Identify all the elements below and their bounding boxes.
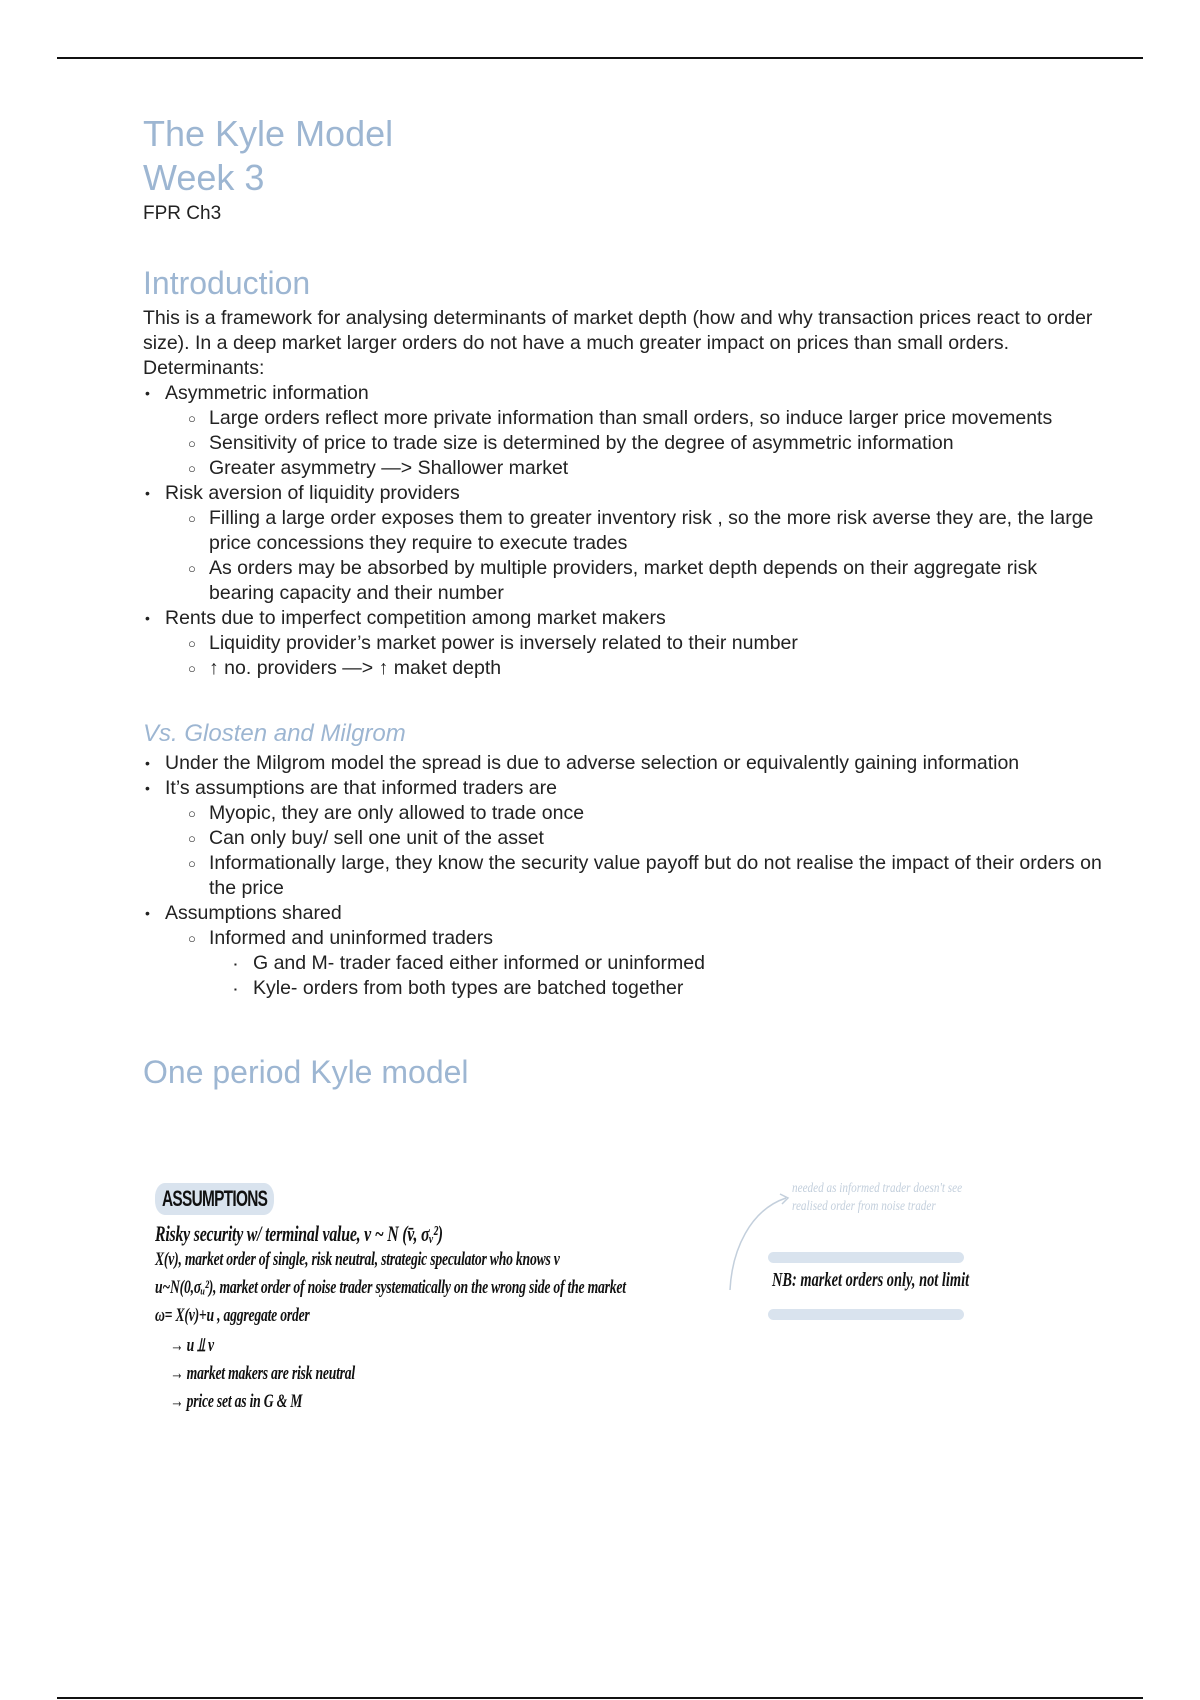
handwritten-line: X(v), market order of single, risk neutral, strategic speculator who knows v bbox=[155, 1249, 560, 1270]
handwritten-assumptions bbox=[155, 1183, 1155, 1423]
nb-note: NB: market orders only, not limit bbox=[772, 1269, 970, 1291]
list-item: ▪ Kyle- orders from both types are batched together bbox=[231, 976, 1103, 1001]
handwritten-line: → u ⫫ v bbox=[170, 1335, 214, 1356]
list-item: • Assumptions shared ○ Informed and uninformed traders ▪ G and M- trader faced either informed or uninformed ▪ Kyle- orders from both types are batched together bbox=[143, 901, 1103, 1001]
list-item: ▪ G and M- trader faced either informed or uninformed bbox=[231, 951, 1103, 976]
list-item: ○ Informed and uninformed traders ▪ G and M- trader faced either informed or uninformed ▪ Kyle- orders from both types are batched together bbox=[187, 926, 1103, 1001]
highlight-bar bbox=[768, 1252, 964, 1263]
top-rule bbox=[57, 57, 1143, 59]
assumptions-badge: ASSUMPTIONS bbox=[155, 1183, 274, 1215]
determinants-list bbox=[143, 381, 1103, 681]
introduction-heading: Introduction bbox=[143, 265, 311, 301]
highlight-bar bbox=[768, 1309, 964, 1320]
title-line-1: The Kyle Model bbox=[143, 113, 394, 154]
faint-annotation: needed as informed trader doesn't see realised order from noise trader bbox=[792, 1181, 963, 1214]
list-item: ○ Sensitivity of price to trade size is determined by the degree of asymmetric information bbox=[187, 431, 1103, 456]
glosten-milgrom-heading: Vs. Glosten and Milgrom bbox=[143, 720, 406, 747]
introduction-paragraph: This is a framework for analysing determinants of market depth (how and why transaction prices react to order size). In a deep market larger orders do not have a much greater impact on prices than small orders. bbox=[143, 307, 1093, 354]
list-item: ○ Filling a large order exposes them to greater inventory risk , so the more risk averse they are, the large price concessions they require to execute trades bbox=[187, 506, 1103, 556]
list-item: ○ Liquidity provider’s market power is inversely related to their number bbox=[187, 631, 1103, 656]
list-item: • Rents due to imperfect competition among market makers ○ Liquidity provider’s market power is inversely related to their number ○ ↑ no. providers —> ↑ maket depth bbox=[143, 606, 1103, 681]
determinants-label: Determinants: bbox=[143, 357, 265, 379]
source-reference: FPR Ch3 bbox=[143, 203, 222, 224]
glosten-list bbox=[143, 751, 1103, 1001]
list-item: ○ Greater asymmetry —> Shallower market bbox=[187, 456, 1103, 481]
title-line-2: Week 3 bbox=[143, 157, 265, 198]
list-item: ○ Large orders reflect more private information than small orders, so induce larger price movements bbox=[187, 406, 1103, 431]
handwritten-line: ω= X(v)+u , aggregate order bbox=[155, 1305, 310, 1326]
list-item: • It’s assumptions are that informed traders are ○ Myopic, they are only allowed to trade once ○ Can only buy/ sell one unit of the asset ○ Informationally large, they know the security value payoff but do not realise the impact of their orders on the price bbox=[143, 776, 1103, 901]
list-item: • Risk aversion of liquidity providers ○ Filling a large order exposes them to greater inventory risk , so the more risk averse they are, the large price concessions they require to execute trades ○ As orders may be absorbed by multiple providers, market depth depends on their aggregate risk bearing capacity and their number bbox=[143, 481, 1103, 606]
kyle-model-heading: One period Kyle model bbox=[143, 1054, 469, 1090]
handwritten-line: u~N(0,σᵤ²), market order of noise trader systematically on the wrong side of the market bbox=[155, 1277, 626, 1298]
list-item: ○ Can only buy/ sell one unit of the asset bbox=[187, 826, 1103, 851]
handwritten-line: Risky security w/ terminal value, v ~ N (v̄, σᵥ²) bbox=[155, 1221, 443, 1246]
nb-note-box bbox=[768, 1252, 970, 1322]
page-title bbox=[143, 112, 1103, 200]
list-item: ○ Myopic, they are only allowed to trade once bbox=[187, 801, 1103, 826]
list-item: • Under the Milgrom model the spread is due to adverse selection or equivalently gaining information bbox=[143, 751, 1103, 776]
list-item: ○ ↑ no. providers —> ↑ maket depth bbox=[187, 656, 1103, 681]
list-item: • Asymmetric information ○ Large orders reflect more private information than small orders, so induce larger price movements ○ Sensitivity of price to trade size is determined by the degree of asymmetric information ○ Greater asymmetry —> Shallower market bbox=[143, 381, 1103, 481]
list-item: ○ As orders may be absorbed by multiple providers, market depth depends on their aggregate risk bearing capacity and their number bbox=[187, 556, 1103, 606]
handwritten-line: → market makers are risk neutral bbox=[170, 1363, 356, 1384]
handwritten-line: → price set as in G & M bbox=[170, 1391, 303, 1412]
list-item: ○ Informationally large, they know the security value payoff but do not realise the impact of their orders on the price bbox=[187, 851, 1103, 901]
document-body bbox=[143, 112, 1103, 1095]
bottom-rule bbox=[57, 1697, 1143, 1699]
